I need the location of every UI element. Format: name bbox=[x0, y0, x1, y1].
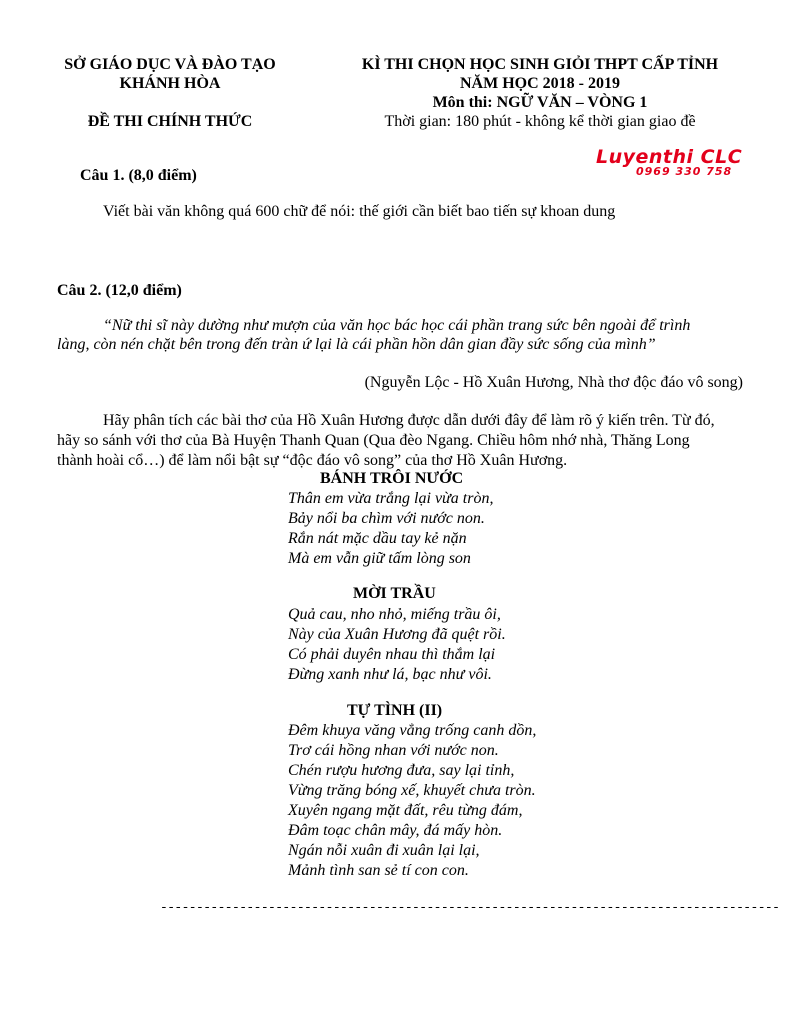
poem-line: Quả cau, nho nhỏ, miếng trầu ôi, bbox=[288, 606, 501, 623]
department-name: SỞ GIÁO DỤC VÀ ĐÀO TẠO bbox=[64, 56, 276, 73]
poem-title: BÁNH TRÔI NƯỚC bbox=[320, 470, 464, 487]
task-line-2: hãy so sánh với thơ của Bà Huyện Thanh Quan (Qua đèo Ngang. Chiều hôm nhớ nhà, Thăng Long bbox=[57, 432, 690, 449]
exam-subject: Môn thi: NGỮ VĂN – VÒNG 1 bbox=[432, 94, 648, 111]
exam-title: KÌ THI CHỌN HỌC SINH GIỎI THPT CẤP TỈNH bbox=[361, 56, 719, 73]
official-exam-label: ĐỀ THI CHÍNH THỨC bbox=[87, 113, 253, 130]
poem-stanza bbox=[288, 605, 506, 685]
poem-title: TỰ TÌNH (II) bbox=[347, 702, 443, 719]
question-1-heading: Câu 1. (8,0 điểm) bbox=[80, 167, 197, 184]
quote-line-1: “Nữ thi sĩ này dường như mượn của văn học bác học cái phần trang sức bên ngoài để trình bbox=[103, 317, 691, 334]
end-divider: -------------------------------------------------------------------------------------- bbox=[160, 900, 780, 915]
question-1-prompt: Viết bài văn không quá 600 chữ để nói: thế giới cần biết bao tiến sự khoan dung bbox=[103, 203, 616, 220]
poem-line: Mà em vẫn giữ tấm lòng son bbox=[288, 550, 471, 567]
poem-title: MỜI TRẦU bbox=[353, 585, 436, 602]
quote-line-2: làng, còn nén chặt bên trong đến tràn ứ lại là cái phần hồn dân gian đầy sức sống của mình” bbox=[57, 336, 656, 353]
watermark-phone: 0969 330 758 bbox=[636, 165, 733, 178]
task-line-3: thành hoài cổ…) để làm nổi bật sự “độc đáo vô song” của thơ Hồ Xuân Hương. bbox=[57, 452, 568, 469]
poem-line: Mảnh tình san sẻ tí con con. bbox=[288, 862, 469, 879]
poem-line: Đâm toạc chân mây, đá mấy hòn. bbox=[288, 822, 503, 839]
exam-time: Thời gian: 180 phút - không kể thời gian giao đề bbox=[384, 113, 696, 130]
poem-line: Chén rượu hương đưa, say lại tỉnh, bbox=[288, 762, 515, 779]
poem-line: Trơ cái hồng nhan với nước non. bbox=[288, 742, 499, 759]
province-name: KHÁNH HÒA bbox=[119, 75, 221, 92]
question-2-heading: Câu 2. (12,0 điểm) bbox=[57, 282, 182, 299]
poem-line: Rắn nát mặc dầu tay kẻ nặn bbox=[288, 530, 467, 547]
poem-line: Này của Xuân Hương đã quệt rồi. bbox=[288, 626, 506, 643]
poem-stanza bbox=[288, 489, 493, 569]
poem-line: Xuyên ngang mặt đất, rêu từng đám, bbox=[288, 802, 523, 819]
quote-source: (Nguyễn Lộc - Hồ Xuân Hương, Nhà thơ độc đáo vô song) bbox=[364, 374, 743, 391]
school-year: NĂM HỌC 2018 - 2019 bbox=[460, 75, 620, 92]
poem-line: Ngán nỗi xuân đi xuân lại lại, bbox=[288, 842, 480, 859]
task-line-1: Hãy phân tích các bài thơ của Hồ Xuân Hương được dẫn dưới đây để làm rõ ý kiến trên. Từ đó, bbox=[103, 412, 715, 429]
poem-line: Thân em vừa trắng lại vừa tròn, bbox=[288, 490, 494, 507]
watermark-logo: Luyenthi CLC bbox=[596, 146, 743, 168]
poem-stanza bbox=[288, 721, 536, 881]
poem-line: Vừng trăng bóng xế, khuyết chưa tròn. bbox=[288, 782, 536, 799]
poem-line: Có phải duyên nhau thì thắm lại bbox=[288, 646, 496, 663]
poem-line: Bảy nổi ba chìm với nước non. bbox=[288, 510, 485, 527]
poem-line: Đêm khuya văng vẳng trống canh dồn, bbox=[288, 722, 537, 739]
poem-line: Đừng xanh như lá, bạc như vôi. bbox=[288, 666, 492, 683]
